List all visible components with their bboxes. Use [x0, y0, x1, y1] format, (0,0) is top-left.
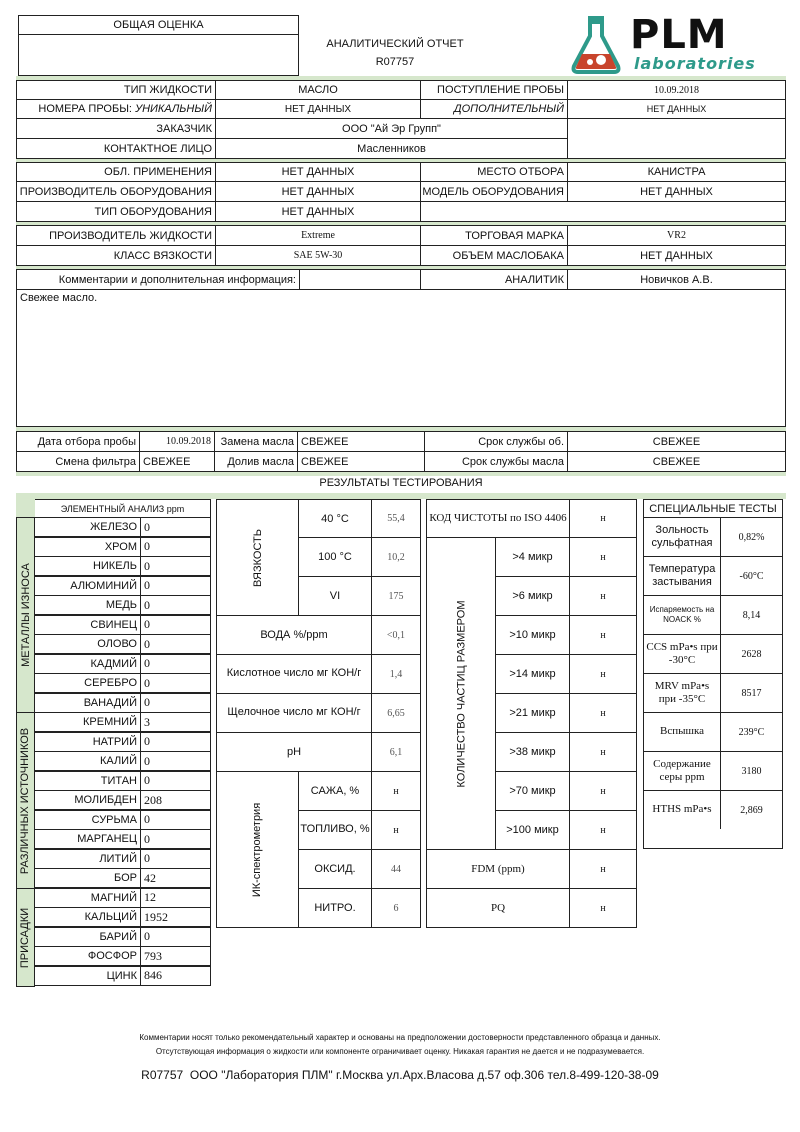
- sump-volume-label: ОБЪЕМ МАСЛОБАКА: [420, 245, 568, 266]
- element-name: НИКЕЛЬ: [34, 556, 141, 576]
- application-value: НЕТ ДАННЫХ: [215, 162, 421, 182]
- element-value: 0: [140, 556, 211, 576]
- element-name: КАЛЬЦИЙ: [34, 907, 141, 927]
- particle-size-value: н: [569, 771, 637, 811]
- sampling-point-value: КАНИСТРА: [567, 162, 786, 182]
- element-value: 0: [140, 927, 211, 947]
- logo-main-text: PLM: [630, 12, 728, 58]
- tbn-value: 6,65: [371, 693, 421, 733]
- customer-label: ЗАКАЗЧИК: [16, 118, 216, 139]
- particle-size-value: н: [569, 810, 637, 850]
- special-test-value: -60°С: [720, 556, 783, 596]
- equipment-maker-label: ПРОИЗВОДИТЕЛЬ ОБОРУДОВАНИЯ: [16, 181, 216, 202]
- filter-change-value: СВЕЖЕЕ: [139, 451, 215, 472]
- oil-change-value: СВЕЖЕЕ: [297, 431, 425, 452]
- fluid-type-value: МАСЛО: [215, 80, 421, 100]
- special-test-label: Содержание серы ppm: [643, 751, 721, 791]
- element-value: 0: [140, 849, 211, 869]
- special-test-value: 2628: [720, 634, 783, 674]
- particle-size-value: н: [569, 732, 637, 772]
- special-test-label: Зольность сульфатная: [643, 517, 721, 557]
- element-name: МОЛИБДЕН: [34, 790, 141, 810]
- contact-label: КОНТАКТНОЕ ЛИЦО: [16, 138, 216, 159]
- water-value: <0,1: [371, 615, 421, 655]
- particle-size-label: >21 микр: [495, 693, 570, 733]
- nitration-label: НИТРО.: [298, 888, 372, 928]
- element-value: 0: [140, 829, 211, 849]
- tan-label: Кислотное число мг КОН/г: [216, 654, 372, 694]
- special-test-value: 8517: [720, 673, 783, 713]
- element-value: 3: [140, 712, 211, 732]
- received-label: ПОСТУПЛЕНИЕ ПРОБЫ: [420, 80, 568, 100]
- element-value: 0: [140, 537, 211, 557]
- element-name: ВАНАДИЙ: [34, 693, 141, 713]
- special-test-value: 239°С: [720, 712, 783, 752]
- additional-value: НЕТ ДАННЫХ: [567, 99, 786, 119]
- application-label: ОБЛ. ПРИМЕНЕНИЯ: [16, 162, 216, 182]
- filter-change-label: Смена фильтра: [16, 451, 140, 472]
- particle-size-label: >6 микр: [495, 576, 570, 616]
- disclaimer-line-1: Комментарии носят только рекомендательный характер и основаны на предположении достоверности представленного образца и данных.: [139, 1033, 661, 1042]
- element-name: АЛЮМИНИЙ: [34, 576, 141, 596]
- comments-label: Комментарии и дополнительная информация:: [16, 269, 300, 290]
- sampling-point-label: МЕСТО ОТБОРА: [420, 162, 568, 182]
- special-test-label: Вспышка: [643, 712, 721, 752]
- fluid-type-label: ТИП ЖИДКОСТИ: [16, 80, 216, 100]
- sump-volume-value: НЕТ ДАННЫХ: [567, 245, 786, 266]
- comments-blank: [299, 269, 421, 290]
- v100-label: 100 °С: [298, 537, 372, 577]
- v40-label: 40 °С: [298, 499, 372, 538]
- received-value: 10.09.2018: [567, 80, 786, 100]
- equipment-type-extra: [420, 201, 786, 222]
- element-name: ХРОМ: [34, 537, 141, 557]
- element-name: БОР: [34, 868, 141, 888]
- element-name: КАЛИЙ: [34, 751, 141, 771]
- ir-spectrometry-label: ИК-спектрометрия: [216, 771, 299, 928]
- fluid-maker-label: ПРОИЗВОДИТЕЛЬ ЖИДКОСТИ: [16, 225, 216, 246]
- element-name: КРЕМНИЙ: [34, 712, 141, 732]
- element-value: 0: [140, 673, 211, 693]
- fuel-label: ТОПЛИВО, %: [298, 810, 372, 850]
- group-wear-metals: МЕТАЛЛЫ ИЗНОСА: [16, 517, 35, 713]
- special-test-value: 0,82%: [720, 517, 783, 557]
- water-label: ВОДА %/ppm: [216, 615, 372, 655]
- element-value: 846: [140, 966, 211, 986]
- analyst-value: Новичков А.В.: [567, 269, 786, 290]
- element-name: ФОСФОР: [34, 946, 141, 966]
- particle-size-label: >4 микр: [495, 537, 570, 577]
- iso-code-value: н: [569, 499, 637, 538]
- disclaimer-line-2: Отсутствующая информация о жидкости или компоненте ограничивает оценку. Никакая гарантия не дается и не подразумевается.: [155, 1047, 645, 1056]
- particle-size-label: >10 микр: [495, 615, 570, 655]
- element-value: 42: [140, 868, 211, 888]
- fuel-value: н: [371, 810, 421, 850]
- element-value: 0: [140, 751, 211, 771]
- service-life-label: Срок службы об.: [424, 431, 568, 452]
- sample-date-value: 10.09.2018: [139, 431, 215, 452]
- element-value: 0: [140, 576, 211, 596]
- brand-value: VR2: [567, 225, 786, 246]
- element-name: ЛИТИЙ: [34, 849, 141, 869]
- iso-code-label: КОД ЧИСТОТЫ по ISO 4406: [426, 499, 570, 538]
- element-name: ТИТАН: [34, 771, 141, 791]
- special-test-value: 8,14: [720, 595, 783, 635]
- element-name: СУРЬМА: [34, 810, 141, 830]
- elements-header: ЭЛЕМЕНТНЫЙ АНАЛИЗ ppm: [34, 499, 211, 518]
- tan-value: 1,4: [371, 654, 421, 694]
- viscosity-label: ВЯЗКОСТЬ: [216, 499, 299, 616]
- pq-label: PQ: [426, 888, 570, 928]
- special-test-label: Температура застывания: [643, 556, 721, 596]
- topup-value: СВЕЖЕЕ: [297, 451, 425, 472]
- element-value: 1952: [140, 907, 211, 927]
- element-value: 793: [140, 946, 211, 966]
- nitration-value: 6: [371, 888, 421, 928]
- special-test-value: 3180: [720, 751, 783, 791]
- particle-size-value: н: [569, 693, 637, 733]
- logo-sub-text: laboratories: [634, 54, 756, 73]
- special-test-value: 2,869: [720, 790, 783, 830]
- topup-label: Долив масла: [214, 451, 298, 472]
- unique-value: НЕТ ДАННЫХ: [215, 99, 421, 119]
- v40-value: 55,4: [371, 499, 421, 538]
- equipment-model-value: НЕТ ДАННЫХ: [567, 181, 786, 202]
- comment-area: [16, 289, 786, 427]
- contact-value: Масленников: [215, 138, 568, 159]
- vi-label: VI: [298, 576, 372, 616]
- particle-size-value: н: [569, 537, 637, 577]
- customer-value: ООО "Ай Эр Групп": [215, 118, 568, 139]
- report-number: R07757: [375, 56, 415, 68]
- results-title: РЕЗУЛЬТАТЫ ТЕСТИРОВАНИЯ: [319, 477, 483, 489]
- element-value: 0: [140, 654, 211, 674]
- special-test-label: HTHS mPa•s: [643, 790, 721, 830]
- equipment-type-label: ТИП ОБОРУДОВАНИЯ: [16, 201, 216, 222]
- particle-size-label: >14 микр: [495, 654, 570, 694]
- viscosity-class-value: SAE 5W-30: [215, 245, 421, 266]
- element-name: КАДМИЙ: [34, 654, 141, 674]
- element-value: 12: [140, 888, 211, 908]
- pq-value: н: [569, 888, 637, 928]
- flask-icon: [568, 14, 624, 74]
- overall-rating-box: [18, 34, 299, 76]
- element-name: ЦИНК: [34, 966, 141, 986]
- analyst-label: АНАЛИТИК: [420, 269, 568, 290]
- sample-date-label: Дата отбора пробы: [16, 431, 140, 452]
- element-name: БАРИЙ: [34, 927, 141, 947]
- group-various-sources: РАЗЛИЧНЫХ ИСТОЧНИКОВ: [16, 712, 35, 889]
- group-additives: ПРИСАДКИ: [16, 888, 35, 987]
- equipment-type-value: НЕТ ДАННЫХ: [215, 201, 421, 222]
- element-value: 0: [140, 810, 211, 830]
- comment-text: Свежее масло.: [20, 292, 98, 304]
- equipment-model-label: МОДЕЛЬ ОБОРУДОВАНИЯ: [420, 181, 568, 202]
- fdm-label: FDM (ppm): [426, 849, 570, 889]
- report-title: АНАЛИТИЧЕСКИЙ ОТЧЕТ: [326, 38, 464, 50]
- overall-rating-label: ОБЩАЯ ОЦЕНКА: [18, 15, 299, 35]
- element-value: 0: [140, 517, 211, 537]
- ph-label: pH: [216, 732, 372, 772]
- particle-size-label: >38 микр: [495, 732, 570, 772]
- vi-value: 175: [371, 576, 421, 616]
- oil-life-label: Срок службы масла: [424, 451, 568, 472]
- v100-value: 10,2: [371, 537, 421, 577]
- tbn-label: Щелочное число мг КОН/г: [216, 693, 372, 733]
- element-name: СВИНЕЦ: [34, 615, 141, 635]
- element-value: 0: [140, 634, 211, 654]
- element-name: МАРГАНЕЦ: [34, 829, 141, 849]
- soot-label: САЖА, %: [298, 771, 372, 811]
- soot-value: н: [371, 771, 421, 811]
- special-test-label: CCS mPa•s при -30°С: [643, 634, 721, 674]
- element-name: МЕДЬ: [34, 595, 141, 615]
- additional-label: ДОПОЛНИТЕЛЬНЫЙ: [420, 99, 568, 119]
- element-value: 208: [140, 790, 211, 810]
- particle-size-label: >70 микр: [495, 771, 570, 811]
- fdm-value: н: [569, 849, 637, 889]
- oxidation-value: 44: [371, 849, 421, 889]
- special-blank-row: [643, 829, 783, 849]
- special-test-label: Испаряемость на NOACK %: [643, 595, 721, 635]
- customer-extra-box: [567, 118, 786, 159]
- element-name: ОЛОВО: [34, 634, 141, 654]
- element-value: 0: [140, 693, 211, 713]
- element-name: МАГНИЙ: [34, 888, 141, 908]
- footer-address: R07757 ООО "Лаборатория ПЛМ" г.Москва ул.Арх.Власова д.57 оф.306 тел.8-499-120-38-09: [141, 1068, 659, 1082]
- particle-size-value: н: [569, 654, 637, 694]
- particle-size-value: н: [569, 576, 637, 616]
- element-name: НАТРИЙ: [34, 732, 141, 752]
- particle-size-value: н: [569, 615, 637, 655]
- special-test-label: MRV mPa•s при -35°С: [643, 673, 721, 713]
- element-value: 0: [140, 771, 211, 791]
- special-tests-title: СПЕЦИАЛЬНЫЕ ТЕСТЫ: [643, 499, 783, 518]
- equipment-maker-value: НЕТ ДАННЫХ: [215, 181, 421, 202]
- particle-size-label: >100 микр: [495, 810, 570, 850]
- element-name: СЕРЕБРО: [34, 673, 141, 693]
- particle-count-label: КОЛИЧЕСТВО ЧАСТИЦ РАЗМЕРОМ: [426, 537, 496, 850]
- fluid-maker-value: Extreme: [215, 225, 421, 246]
- ph-value: 6,1: [371, 732, 421, 772]
- oil-change-label: Замена масла: [214, 431, 298, 452]
- element-value: 0: [140, 615, 211, 635]
- viscosity-class-label: КЛАСС ВЯЗКОСТИ: [16, 245, 216, 266]
- element-value: 0: [140, 595, 211, 615]
- element-name: ЖЕЛЕЗО: [34, 517, 141, 537]
- service-life-value: СВЕЖЕЕ: [567, 431, 786, 452]
- element-value: 0: [140, 732, 211, 752]
- sample-numbers-label: НОМЕРА ПРОБЫ: УНИКАЛЬНЫЙ: [16, 99, 216, 119]
- oil-life-value: СВЕЖЕЕ: [567, 451, 786, 472]
- oxidation-label: ОКСИД.: [298, 849, 372, 889]
- plm-logo: [568, 14, 783, 76]
- brand-label: ТОРГОВАЯ МАРКА: [420, 225, 568, 246]
